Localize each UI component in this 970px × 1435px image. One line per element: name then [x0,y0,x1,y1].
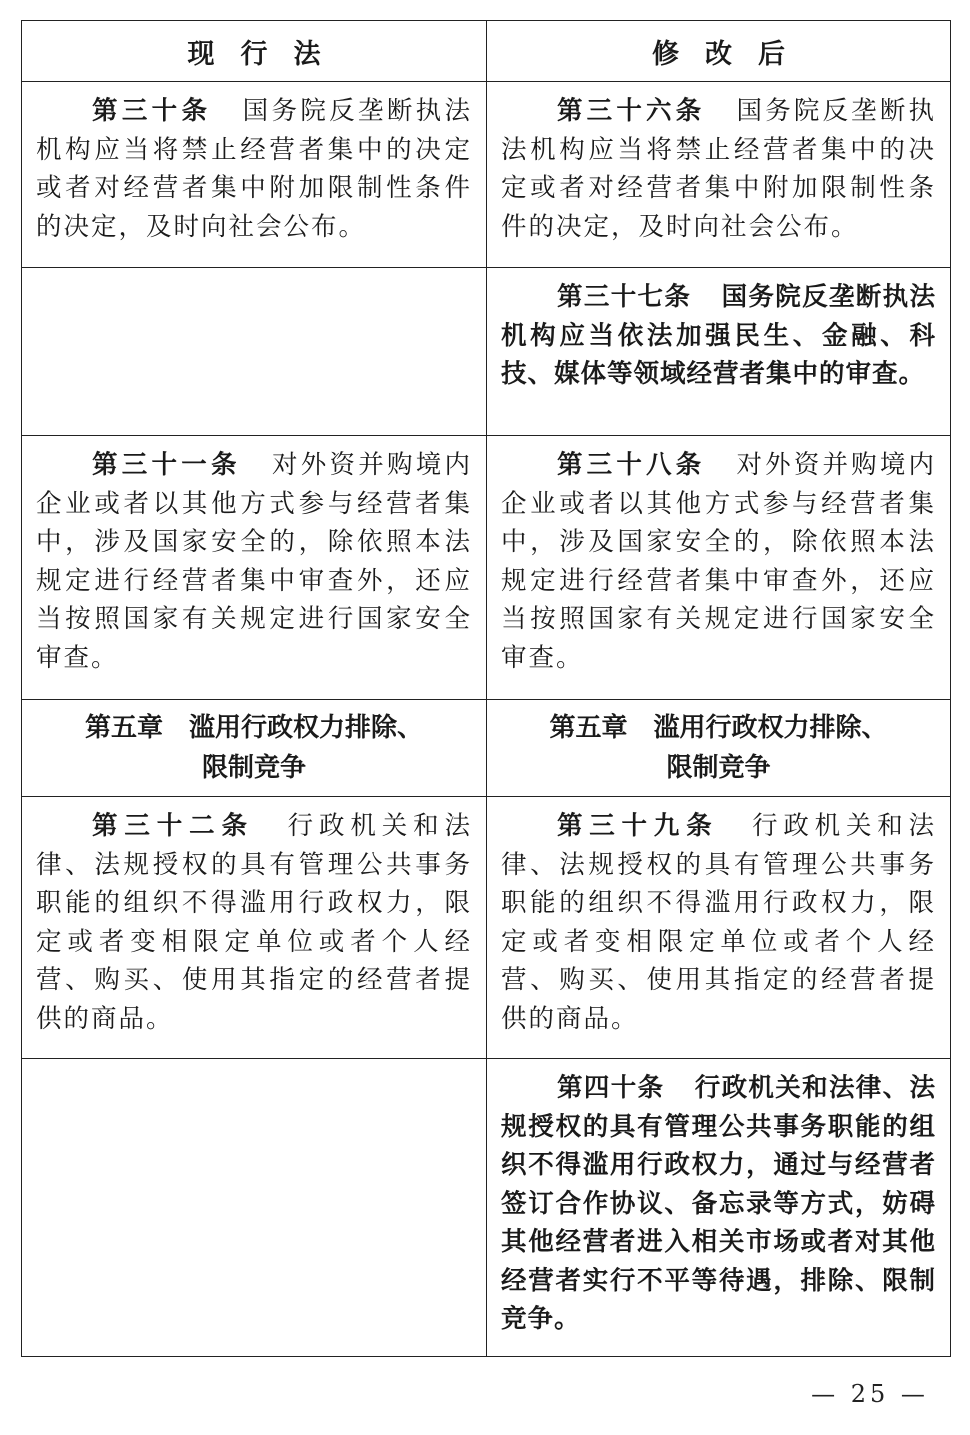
revised-cell-new [487,268,951,436]
current-law-cell [22,797,487,1059]
article-number: 第三十八条 [557,450,706,480]
article-text: 国务院反垄断执法机构应当将禁止经营者集中的决定或者对经营者集中附加限制性条件的决定，及时向社会公布。 [36,96,472,242]
current-law-cell-empty [22,1059,487,1357]
article-text: 国务院反垄断执法机构应当依法加强民生、金融、科技、媒体等领域经营者集中的审查。 [501,282,936,389]
article-number: 第三十二条 [92,811,254,841]
table-row [22,1059,951,1357]
revised-cell [487,82,951,268]
article-text: 对外资并购境内企业或者以其他方式参与经营者集中，涉及国家安全的，除依照本法规定进行经营者集中审查外，还应当按照国家有关规定进行国家安全审查。 [501,450,936,673]
revised-cell [487,436,951,700]
article-number: 第三十条 [92,96,212,126]
chapter-row [22,700,951,797]
article-number: 第三十一条 [92,450,241,480]
header-revised: 修改后 [487,21,951,82]
article-text: 行政机关和法律、法规授权的具有管理公共事务职能的组织不得滥用行政权力，通过与经营者签订合作协议、备忘录等方式，妨碍其他经营者进入相关市场或者对其他经营者实行不平等待遇，排除、限制竞争。 [501,1073,936,1334]
article-number: 第三十七条 [557,282,692,312]
comparison-table [21,20,951,1357]
article-text: 对外资并购境内企业或者以其他方式参与经营者集中，涉及国家安全的，除依照本法规定进行经营者集中审查外，还应当按照国家有关规定进行国家安全审查。 [36,450,472,673]
article-text: 行政机关和法律、法规授权的具有管理公共事务职能的组织不得滥用行政权力，限定或者变相限定单位或者个人经营、购买、使用其指定的经营者提供的商品。 [36,811,472,1034]
revised-cell-new [487,1059,951,1357]
article-number: 第三十九条 [557,811,719,841]
table-row [22,797,951,1059]
table-row [22,436,951,700]
current-law-cell [22,436,487,700]
article-number: 第三十六条 [557,96,706,126]
chapter-heading-right: 第五章 滥用行政权力排除、 限制竞争 [487,700,951,797]
chapter-heading-left: 第五章 滥用行政权力排除、 限制竞争 [22,700,487,797]
table-row [22,268,951,436]
current-law-cell [22,82,487,268]
table-row [22,82,951,268]
current-law-cell-empty [22,268,487,436]
revised-cell [487,797,951,1059]
article-number: 第四十条 [557,1073,665,1103]
article-text: 行政机关和法律、法规授权的具有管理公共事务职能的组织不得滥用行政权力，限定或者变相限定单位或者个人经营、购买、使用其指定的经营者提供的商品。 [501,811,936,1034]
header-current-law: 现行法 [22,21,487,82]
article-text: 国务院反垄断执法机构应当将禁止经营者集中的决定或者对经营者集中附加限制性条件的决定，及时向社会公布。 [501,96,936,242]
header-row [22,21,951,82]
page-number: — 25 — [811,1380,929,1408]
